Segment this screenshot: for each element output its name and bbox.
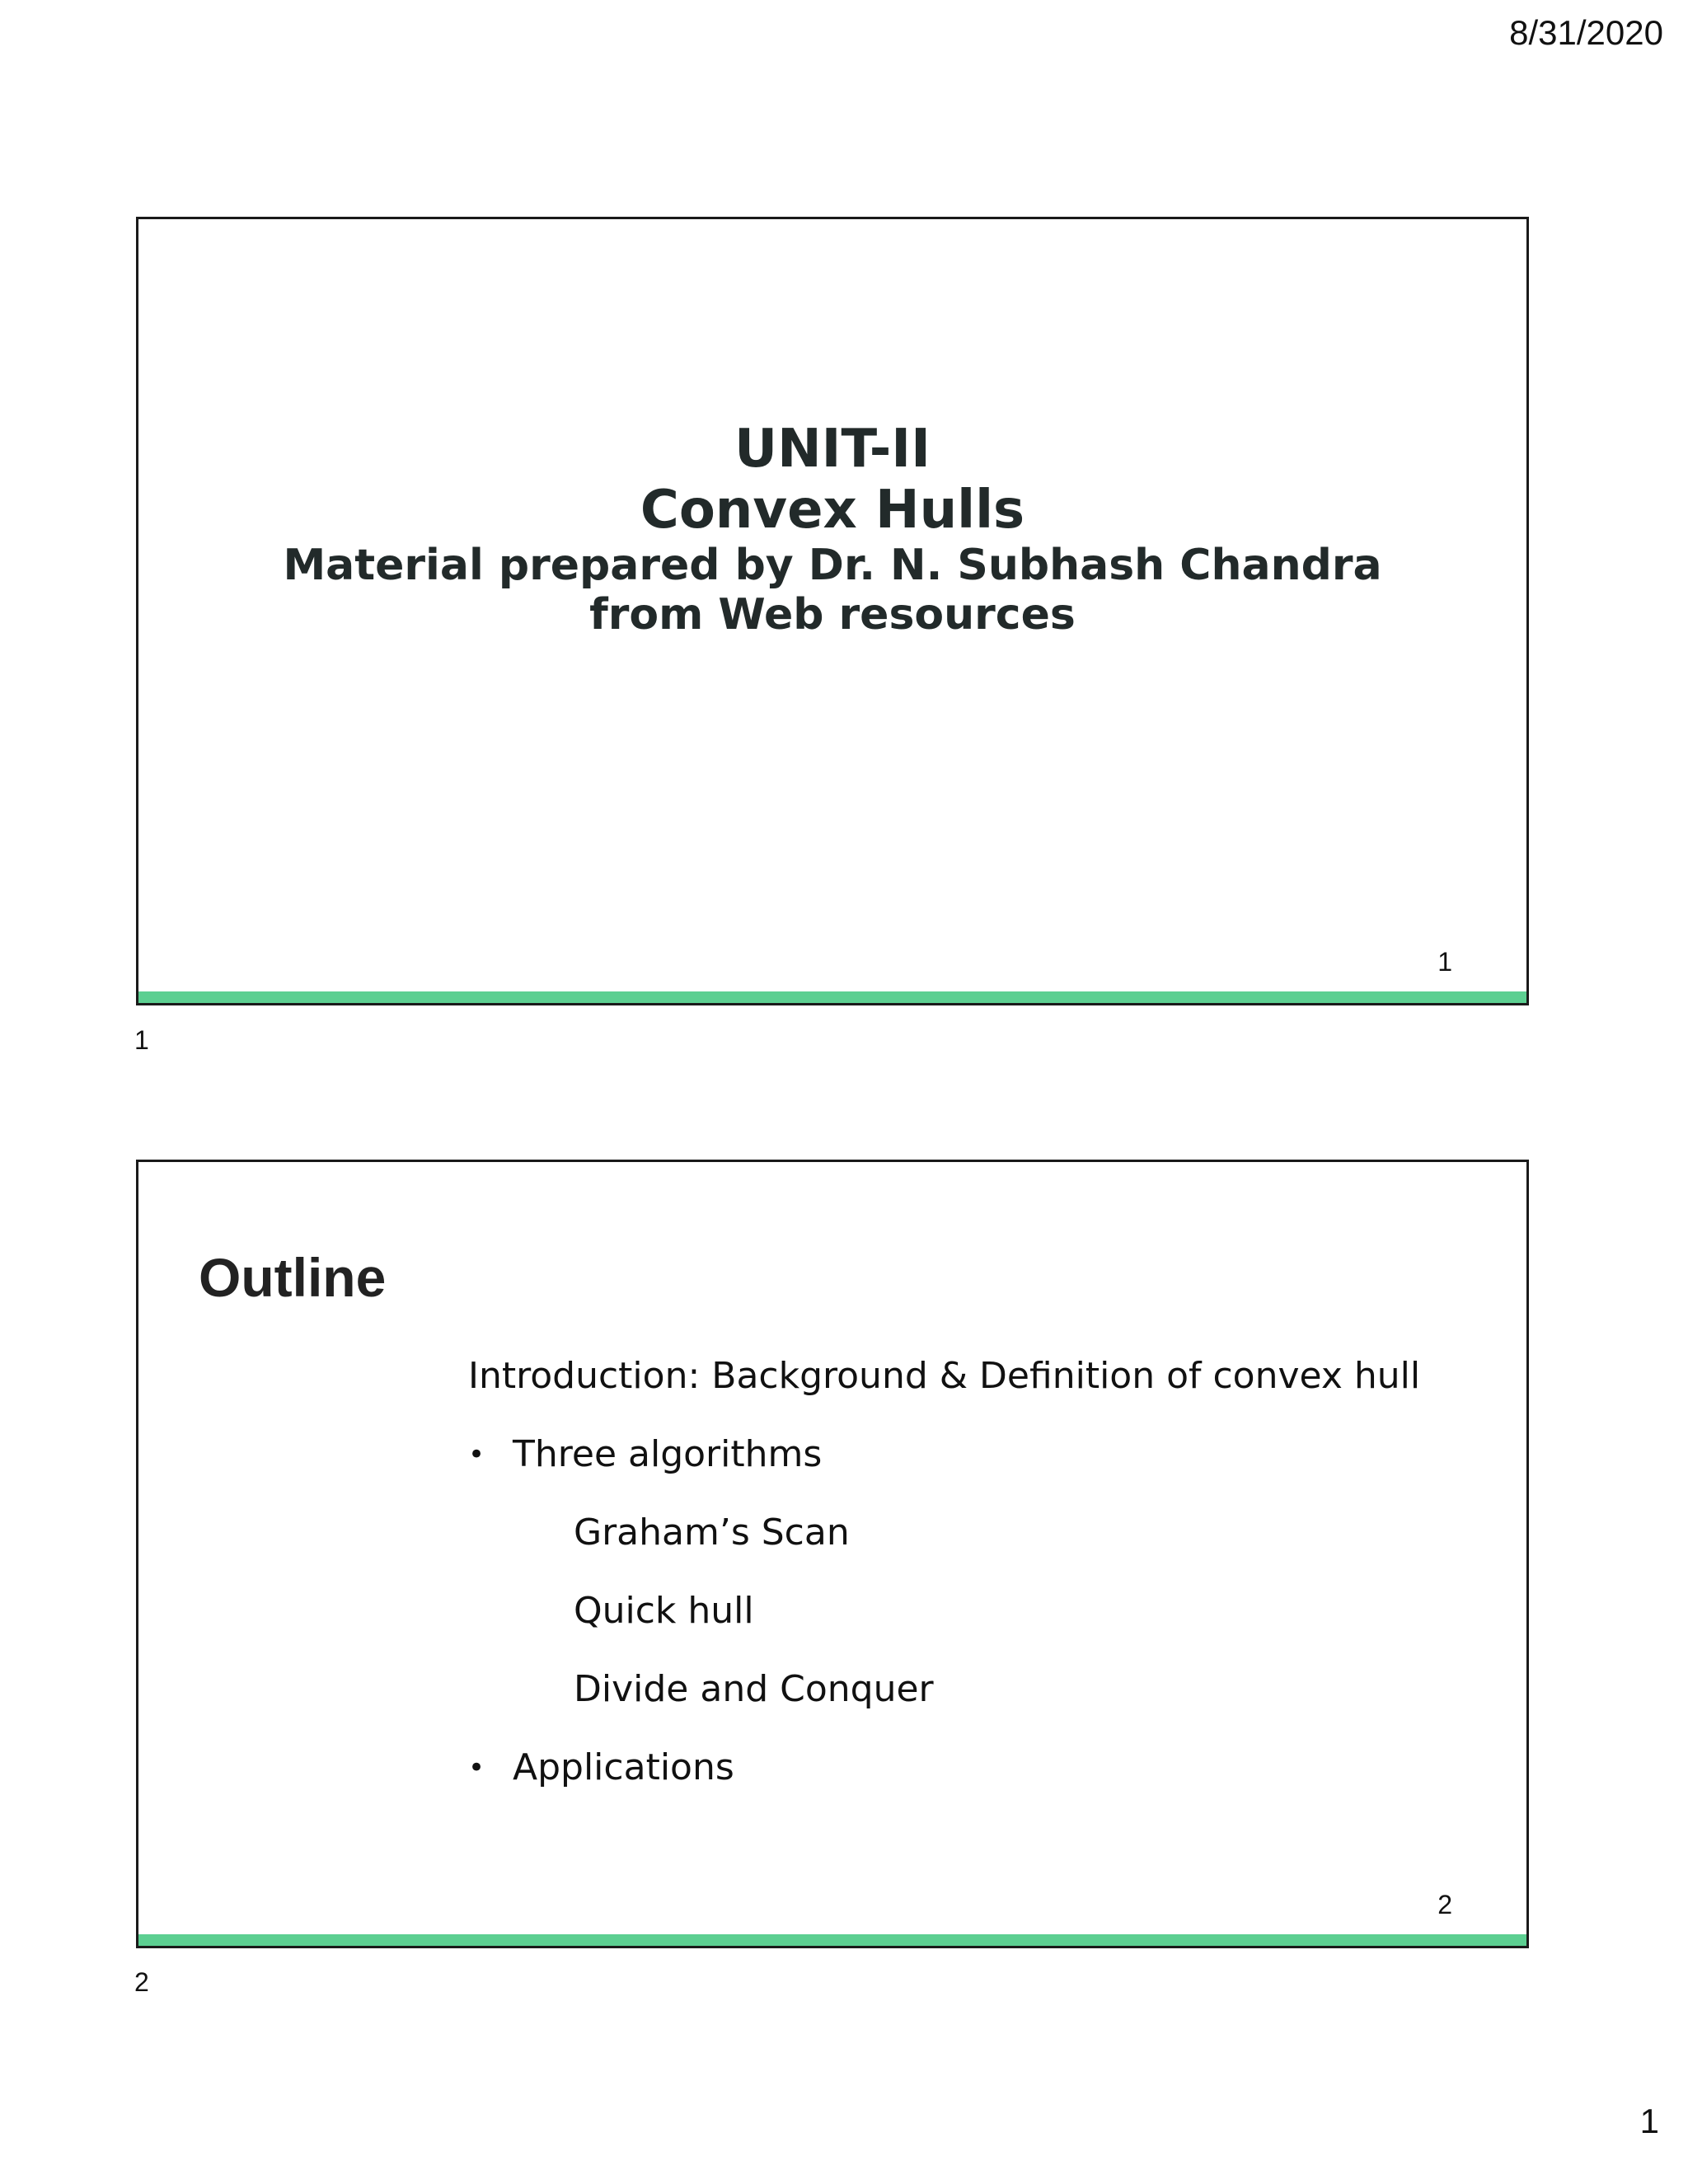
slide-caption: 2 <box>134 1967 149 1997</box>
list-item <box>468 1426 1420 1504</box>
page-date: 8/31/2020 <box>1509 13 1663 52</box>
slide-2 <box>136 1160 1529 1948</box>
list-item-text: Divide and Conquer <box>574 1668 934 1710</box>
list-item-text: Applications <box>513 1746 734 1788</box>
list-item <box>468 1739 1420 1817</box>
slide-number: 1 <box>1437 947 1452 977</box>
bullet-icon: • <box>468 1751 485 1784</box>
slide-1 <box>136 217 1529 1005</box>
unit-title: UNIT-II <box>734 419 931 480</box>
title-block <box>138 419 1526 640</box>
source-credit: from Web resources <box>589 590 1076 640</box>
accent-bar <box>138 991 1526 1003</box>
list-item <box>468 1504 1420 1582</box>
bullet-icon: • <box>468 1438 485 1471</box>
list-item-text: Introduction: Background & Definition of convex hull <box>468 1355 1421 1397</box>
topic-title: Convex Hulls <box>640 480 1025 541</box>
list-item-text: Graham’s Scan <box>574 1511 850 1554</box>
page-number: 1 <box>1639 2102 1659 2140</box>
author-credit: Material prepared by Dr. N. Subhash Chandra <box>283 541 1382 590</box>
list-item <box>468 1582 1420 1661</box>
list-item <box>468 1347 1420 1426</box>
accent-bar <box>138 1934 1526 1946</box>
outline-list <box>468 1347 1420 1817</box>
outline-heading: Outline <box>199 1247 387 1308</box>
list-item-text: Quick hull <box>574 1590 754 1632</box>
slide-number: 2 <box>1437 1890 1452 1919</box>
slide-caption: 1 <box>134 1025 149 1055</box>
list-item <box>468 1661 1420 1739</box>
list-item-text: Three algorithms <box>513 1433 823 1475</box>
